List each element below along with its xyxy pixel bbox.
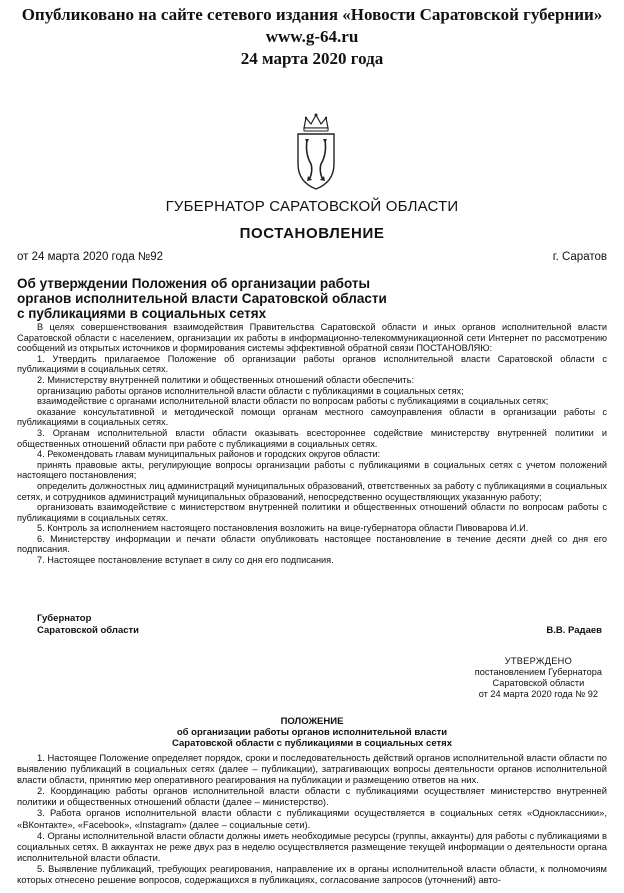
approval-line: постановлением Губернатора (474, 667, 602, 677)
signature-position-line: Губернатор (37, 613, 92, 624)
decree-title-line: Об утверждении Положения об организации работы (17, 276, 371, 291)
polozhenie-paragraph: 4. Органы исполнительной власти области должны иметь необходимые ресурсы (группы, аккаунты) для работы с публикациями в социальных сетях. В аккаунтах не реже двух раз в неделю осуществляется размещение текущей информации о деятельности органа исполнительной власти области. (17, 829, 607, 863)
decree-paragraph: 5. Контроль за исполнением настоящего постановления возложить на вице-губернатора области Пивоварова И.И. (37, 523, 529, 534)
polozhenie-paragraph: 1. Настоящее Положение определяет порядок, сроки и последовательность действий органов исполнительной власти области по выявлению публикаций в социальных сетях (далее – публикации), затрагивающих вопросы деятельности органов исполнительной власти области, принятию мер оперативного реагирования на публикации и размещению ответов на них. (17, 752, 607, 786)
decree-city: г. Саратов (552, 251, 607, 263)
decree-title (17, 276, 457, 321)
decree-paragraph: оказание консультативной и методической помощи органам местного самоуправления области в организации работы с публикациями в социальных сетях. (17, 406, 607, 428)
authority-title: ГУБЕРНАТОР САРАТОВСКОЙ ОБЛАСТИ (165, 198, 459, 215)
publication-site: www.g-64.ru (265, 27, 359, 46)
decree-body (17, 322, 607, 566)
publication-line-1: Опубликовано на сайте сетевого издания «Новости Саратовской губернии» (21, 5, 603, 24)
decree-paragraph: организацию работы органов исполнительной власти области с публикациями в социальных сетях; (37, 385, 464, 396)
polozhenie-title-line: об организации работы органов исполнительной власти (176, 727, 448, 738)
polozhenie-paragraph: 5. Выявление публикаций, требующих реагирования, направление их в органы исполнительной власти области, к полномочиям которых отнесено решение вопросов, содержащихся в публикациях, согласование запросов (уточнений) авто- (17, 862, 607, 886)
decree-paragraph: принять правовые акты, регулирующие вопросы организации работы с публикациями в социальных сетях с учетом положений настоящего постановления; (17, 459, 607, 481)
decree-paragraph: 1. Утвердить прилагаемое Положение об организации работы органов исполнительной власти Саратовской области с публикациями в социальных сетях. (17, 353, 607, 375)
document-type: ПОСТАНОВЛЕНИЕ (239, 225, 385, 242)
publication-date: 24 марта 2020 года (240, 49, 384, 68)
decree-paragraph: 4. Рекомендовать главам муниципальных районов и городских округов области: (37, 449, 381, 460)
decree-paragraph: 2. Министерству внутренней политики и общественных отношений области обеспечить: (37, 374, 415, 385)
decree-paragraph: организовать взаимодействие с министерством внутренней политики и общественных отношений области по вопросам работы с публикациями в социальных сетях. (17, 502, 607, 523)
signature-position-line: Саратовской области (37, 625, 140, 636)
approval-line: от 24 марта 2020 года № 92 (478, 689, 598, 699)
polozhenie-title-line: Саратовской области с публикациями в социальных сетях (172, 738, 452, 749)
polozhenie-paragraph: 2. Координацию работы органов исполнительной власти области с публикациями осуществляет министерство внутренней политики и общественных отношений области (далее – министерство). (17, 785, 607, 808)
signature-position (37, 613, 139, 637)
saratov-coat-of-arms-icon (293, 112, 339, 192)
decree-title-line: с публикациями в социальных сетях (17, 306, 267, 321)
polozhenie-body (17, 752, 607, 885)
decree-paragraph: 7. Настоящее постановление вступает в силу со дня его подписания. (37, 555, 334, 566)
decree-paragraph: 3. Органам исполнительной власти области оказывать всестороннее содействие министерству внутренней политики и общественных отношений области при работе с публикациями в социальных сетях. (17, 427, 607, 449)
decree-paragraph: В целях совершенствования взаимодействия Правительства Саратовской области и иных органов исполнительной власти Саратовской области с населением, организации их работы в информационно-телекоммуникационной сети Интернет по рассмотрению сообщений из открытых источников и формирования системы эффективной обратной связи ПОСТАНОВЛЯЮ: (17, 322, 607, 354)
approval-line: Саратовской области (492, 678, 585, 688)
signature-name: В.В. Радаев (546, 625, 602, 636)
decree-paragraph: определить должностных лиц администраций муниципальных образований, ответственных за работу с публикациями в социальных сетях, и сотрудников администраций муниципальных образований, непосредственно осуществляющих указанную работу; (17, 480, 607, 502)
decree-paragraph: взаимодействие с органами исполнительной власти области по вопросам работы с публикациями в социальных сетях; (37, 396, 549, 407)
decree-title-line: органов исполнительной власти Саратовской области (17, 291, 387, 306)
publication-header (0, 4, 624, 70)
approval-head: УТВЕРЖДЕНО (504, 656, 573, 666)
decree-paragraph: 6. Министерству информации и печати области опубликовать настоящее постановление в течение десяти дней со дня его подписания. (17, 533, 607, 555)
polozhenie-title (0, 716, 624, 749)
decree-date-number: от 24 марта 2020 года №92 (17, 251, 164, 263)
polozhenie-paragraph: 3. Работа органов исполнительной власти области с публикациями осуществляется в социальных сетях «Одноклассники», «ВКонтакте», «Facebook», «Instagram» (далее – социальные сети). (17, 807, 607, 830)
approval-stamp (475, 656, 602, 700)
polozhenie-title-line: ПОЛОЖЕНИЕ (280, 716, 344, 727)
